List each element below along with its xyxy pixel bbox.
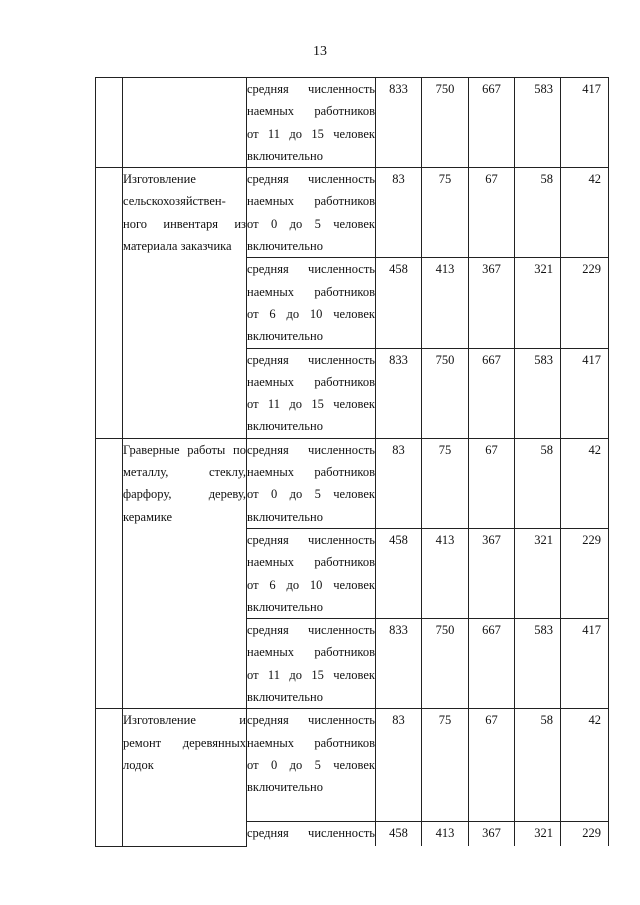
- criteria-line: от 0 до 5 человек: [247, 757, 375, 772]
- criteria-line: включительно: [247, 239, 323, 254]
- value-cell: 458: [376, 822, 422, 847]
- criteria-cell: [247, 438, 376, 528]
- criteria-line: наемных работников: [247, 555, 375, 570]
- value-cell: 229: [561, 822, 609, 847]
- activity-cell: Граверные работы по металлу, стеклу, фарфору, дереву, керамике: [123, 438, 247, 709]
- value-cell: 58: [515, 438, 561, 528]
- value-cell: 321: [515, 822, 561, 847]
- criteria-line: средняя численность: [247, 713, 375, 728]
- criteria-line: средняя численность: [247, 172, 375, 187]
- criteria-line: от 0 до 5 человек: [247, 216, 375, 231]
- value-cell: 67: [469, 168, 515, 258]
- criteria-line: включительно: [247, 148, 323, 163]
- criteria-cell: [247, 348, 376, 438]
- criteria-cell: [247, 822, 376, 847]
- value-cell: 413: [422, 258, 469, 348]
- value-cell: 75: [422, 709, 469, 822]
- value-cell: 833: [376, 619, 422, 709]
- criteria-line: средняя численность: [247, 352, 375, 367]
- criteria-line: от 6 до 10 человек: [247, 577, 375, 592]
- value-cell: 367: [469, 822, 515, 847]
- value-cell: 58: [515, 168, 561, 258]
- criteria-line: средняя численность: [247, 623, 375, 638]
- value-cell: 58: [515, 709, 561, 822]
- value-cell: 750: [422, 348, 469, 438]
- criteria-line: наемных работников: [247, 645, 375, 660]
- table-row: [96, 438, 609, 528]
- value-cell: 417: [561, 619, 609, 709]
- criteria-cell: [247, 528, 376, 618]
- criteria-line: средняя численность: [247, 442, 375, 457]
- value-cell: 67: [469, 709, 515, 822]
- criteria-cell: [247, 78, 376, 168]
- value-cell: 321: [515, 258, 561, 348]
- value-cell: 367: [469, 258, 515, 348]
- value-cell: 833: [376, 348, 422, 438]
- criteria-line: средняя численность: [247, 82, 375, 96]
- value-cell: 75: [422, 168, 469, 258]
- criteria-line: включительно: [247, 599, 323, 614]
- criteria-line: включительно: [247, 329, 323, 344]
- value-cell: 458: [376, 528, 422, 618]
- page-number: 13: [313, 44, 327, 59]
- criteria-line: наемных работников: [247, 465, 375, 480]
- criteria-cell: [247, 709, 376, 822]
- table-row: [96, 78, 609, 168]
- value-cell: 583: [515, 78, 561, 168]
- criteria-line: от 11 до 15 человек: [247, 126, 375, 141]
- criteria-line: включительно: [247, 419, 323, 434]
- row-number-cell: [96, 78, 123, 168]
- value-cell: 583: [515, 348, 561, 438]
- value-cell: 750: [422, 619, 469, 709]
- criteria-line: включительно: [247, 690, 323, 705]
- criteria-line: наемных работников: [247, 104, 375, 119]
- value-cell: 667: [469, 348, 515, 438]
- value-cell: 229: [561, 528, 609, 618]
- row-number-cell: [96, 438, 123, 709]
- value-cell: 750: [422, 78, 469, 168]
- activity-cell: Изготовление и ремонт деревянных лодок: [123, 709, 247, 847]
- value-cell: 417: [561, 78, 609, 168]
- value-cell: 229: [561, 258, 609, 348]
- value-cell: 42: [561, 168, 609, 258]
- row-number-cell: [96, 709, 123, 847]
- activity-cell: Изготовление сельскохозяйствен-ного инвентаря из материала заказчика: [123, 168, 247, 439]
- row-number-cell: [96, 168, 123, 439]
- criteria-cell: [247, 258, 376, 348]
- value-cell: 321: [515, 528, 561, 618]
- value-cell: 83: [376, 709, 422, 822]
- criteria-cell: [247, 168, 376, 258]
- criteria-line: от 11 до 15 человек: [247, 667, 375, 682]
- criteria-line: наемных работников: [247, 194, 375, 209]
- value-cell: 833: [376, 78, 422, 168]
- rates-table: [95, 77, 609, 847]
- criteria-line: наемных работников: [247, 374, 375, 389]
- value-cell: 413: [422, 528, 469, 618]
- activity-cell: [123, 78, 247, 168]
- criteria-cell: [247, 619, 376, 709]
- criteria-line: включительно: [247, 780, 323, 795]
- value-cell: 667: [469, 78, 515, 168]
- criteria-line: от 11 до 15 человек: [247, 397, 375, 412]
- table-row: [96, 709, 609, 822]
- value-cell: 583: [515, 619, 561, 709]
- value-cell: 83: [376, 438, 422, 528]
- value-cell: 75: [422, 438, 469, 528]
- value-cell: 83: [376, 168, 422, 258]
- value-cell: 667: [469, 619, 515, 709]
- criteria-line: наемных работников: [247, 284, 375, 299]
- value-cell: 42: [561, 709, 609, 822]
- criteria-line: от 0 до 5 человек: [247, 487, 375, 502]
- value-cell: 413: [422, 822, 469, 847]
- value-cell: 42: [561, 438, 609, 528]
- table-row: [96, 168, 609, 258]
- criteria-line: средняя численность: [247, 262, 375, 277]
- value-cell: 417: [561, 348, 609, 438]
- criteria-line: средняя численность: [247, 532, 375, 547]
- value-cell: 67: [469, 438, 515, 528]
- criteria-line: наемных работников: [247, 735, 375, 750]
- criteria-line: от 6 до 10 человек: [247, 306, 375, 321]
- criteria-line: средняя численность: [247, 826, 375, 841]
- criteria-line: включительно: [247, 509, 323, 524]
- value-cell: 367: [469, 528, 515, 618]
- value-cell: 458: [376, 258, 422, 348]
